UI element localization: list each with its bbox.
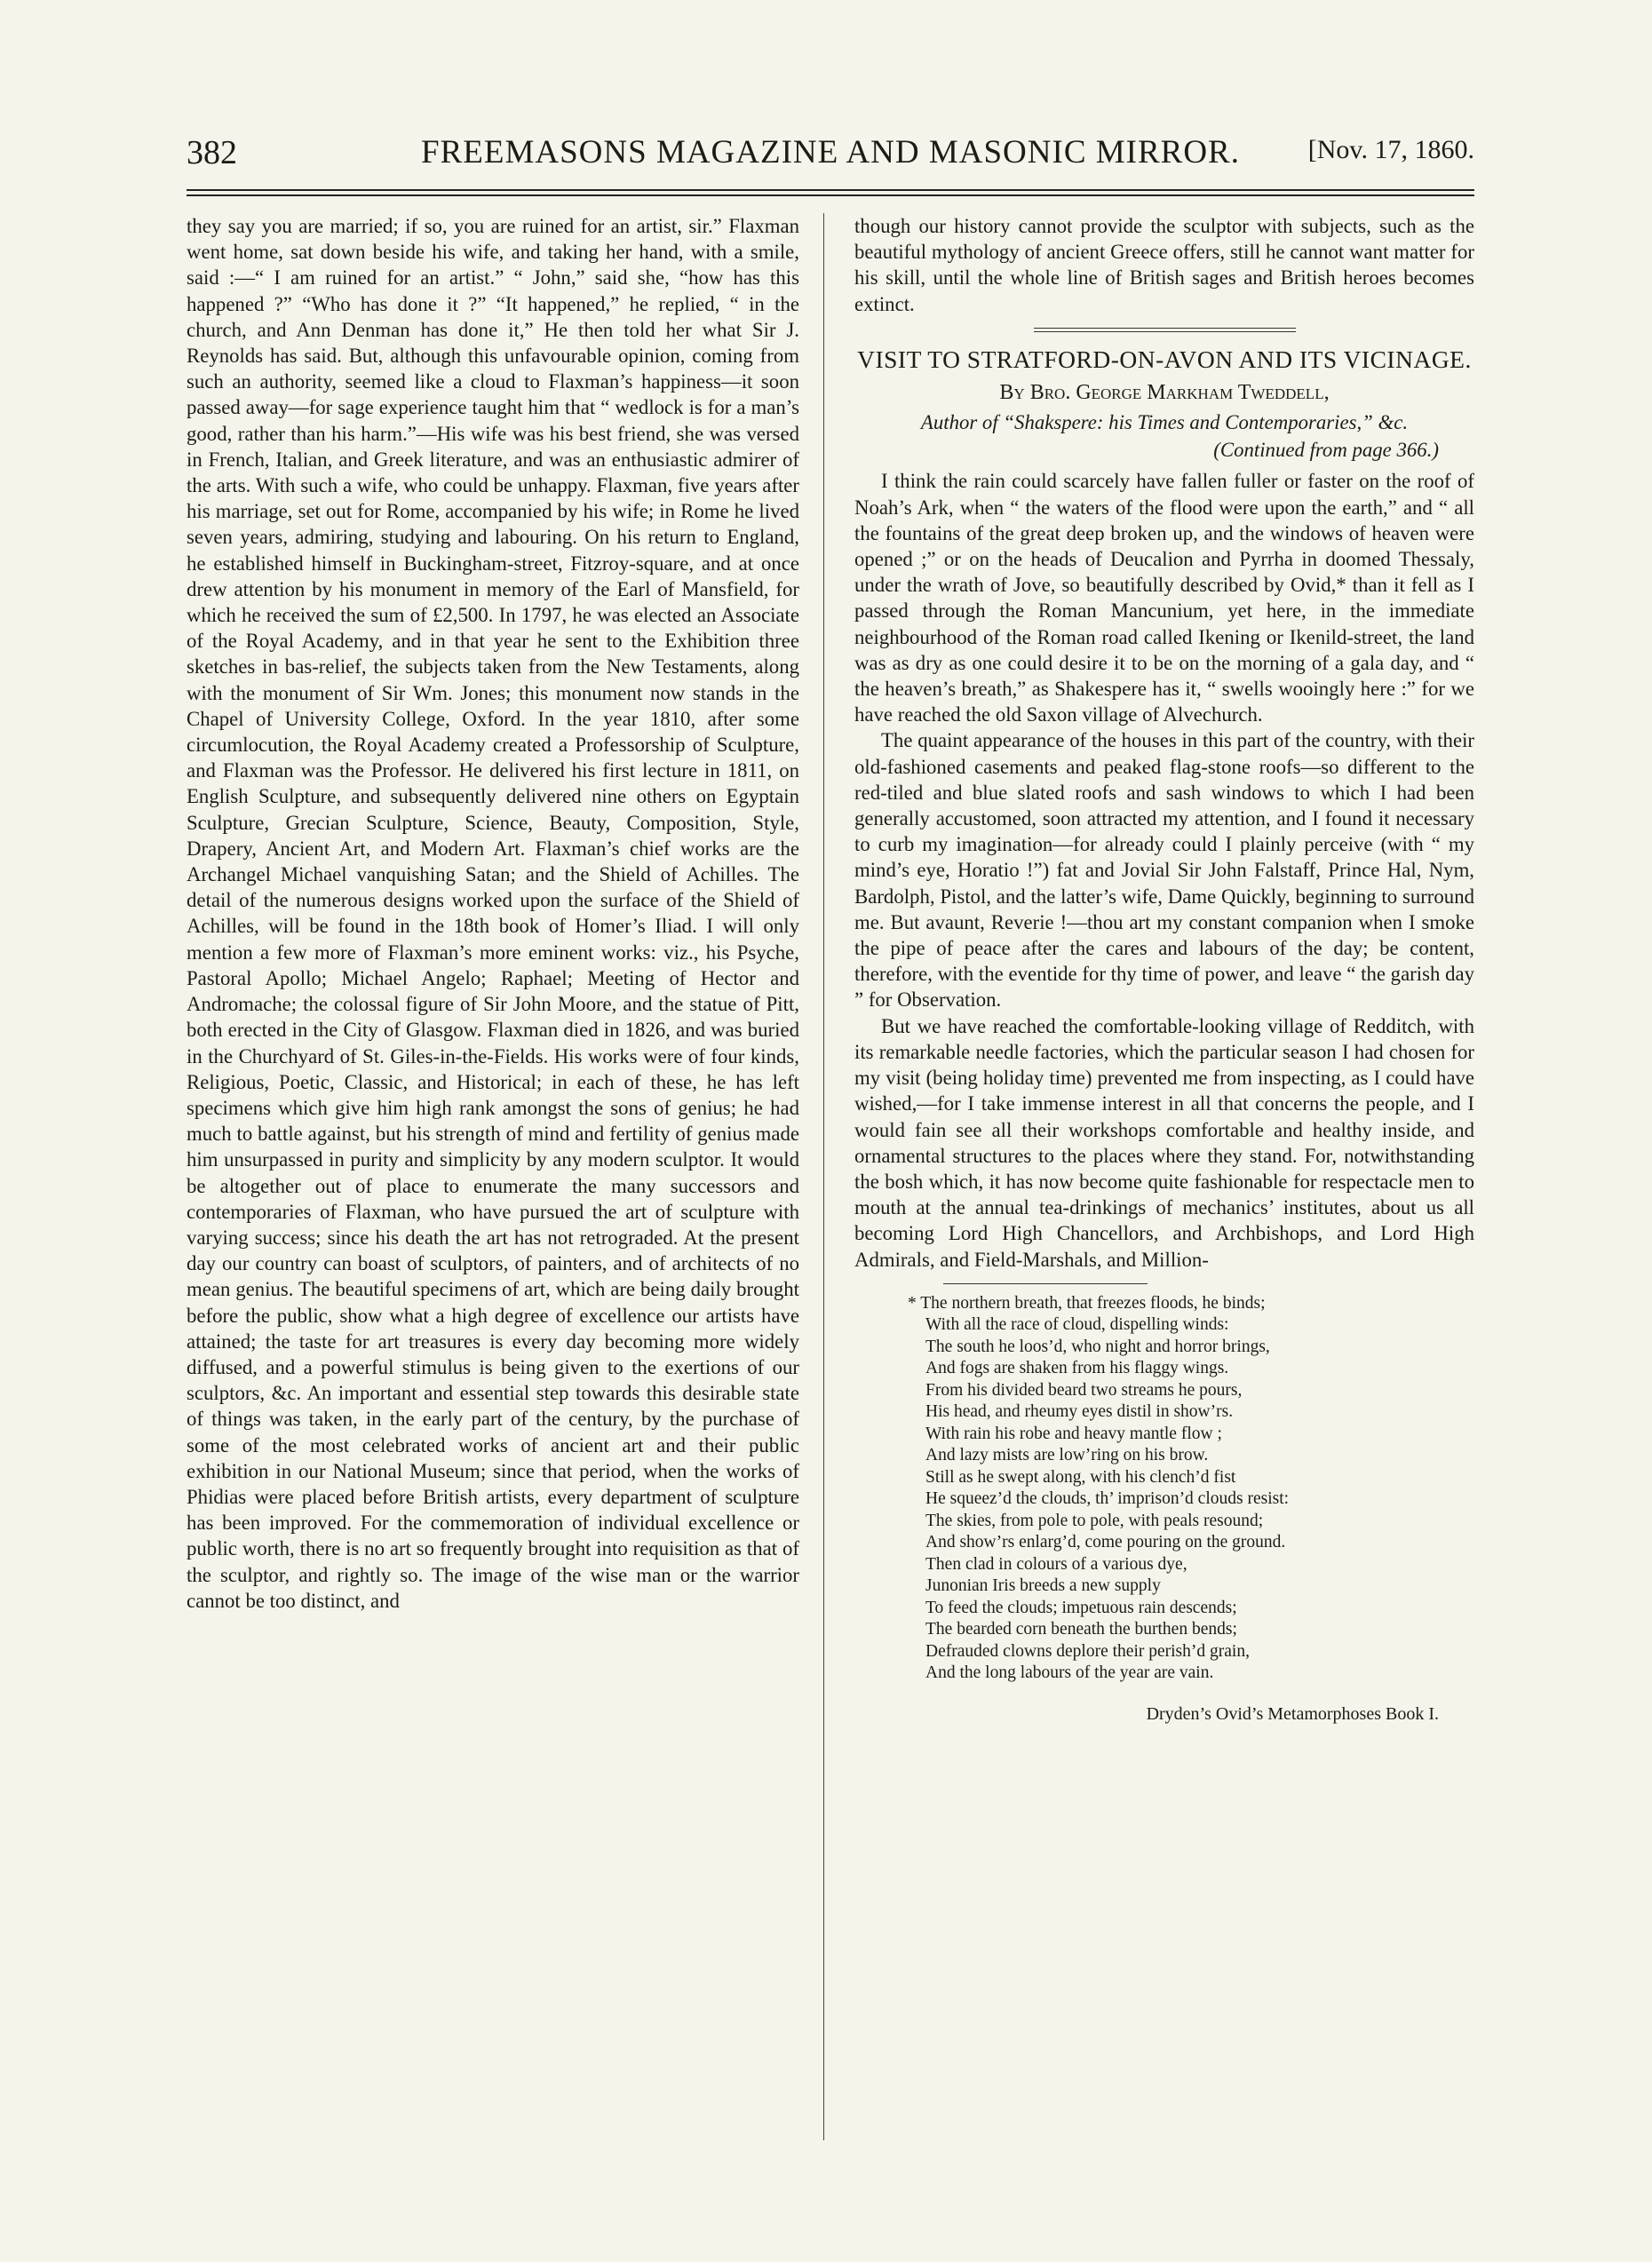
header-rule-top <box>187 189 1474 191</box>
footnote-line: And fogs are shaken from his flaggy wings. <box>925 1359 1229 1378</box>
article-paragraph: But we have reached the comfortable-looking village of Redditch, with its remarkable needle factories, which the particular season I had chosen for my visit (being holiday time) prevented me from inspecting, as I could have wished,—for I take immense interest in all that concerns the people, and I would fain see all their workshops comfortable and healthy inside, and ornamental structures to the places where they stand. For, notwithstanding the bosh which, it has now become quite fashionable for respectacle men to mouth at the annual tea-drinkings of mechanics’ institutes, about us all becoming Lord High Chancellors, and Archbishops, and Lord High Admirals, and Field-Marshals, and Million- <box>854 1014 1474 1271</box>
header-rule-bottom <box>187 194 1474 196</box>
footnote-line: Then clad in colours of a various dye, <box>925 1554 1187 1574</box>
footnote-line: From his divided beard two streams he pours, <box>925 1380 1243 1400</box>
footnote-line: His head, and rheumy eyes distil in show’rs. <box>925 1402 1234 1422</box>
continued-note: (Continued from page 366.) <box>1213 439 1439 462</box>
footnote-line: And show’rs enlarg’d, come pouring on the ground. <box>925 1533 1286 1552</box>
footnote-line: The skies, from pole to pole, with peals resound; <box>925 1511 1264 1530</box>
footnote-line: Junonian Iris breeds a new supply <box>925 1576 1161 1596</box>
section-rule <box>1034 331 1296 332</box>
footnote-poem <box>854 1293 1474 1685</box>
article-paragraph: The quaint appearance of the houses in this part of the country, with their old-fashioned casements and peaked flag-stone roofs—so different to the red-tiled and blue slated roofs and sash windows to which I had been generally accustomed, soon attracted my attention, and I found it necessary to curb my imagination—for already could I plainly perceive (with “ my mind’s eye, Horatio !”) fat and Jovial Sir John Falstaff, Prince Hal, Nym, Bardolph, Pistol, and the latter’s wife, Dame Quickly, beginning to surround me. But avaunt, Reverie !—thou art my constant companion when I smoke the pipe of peace after the cares and labours of the day; be content, therefore, with the eventide for thy time of power, and leave “ the garish day ” for Observation. <box>854 729 1474 1012</box>
footnote-line: And the long labours of the year are vain. <box>925 1663 1214 1683</box>
footnote-line: He squeez’d the clouds, th’ imprison’d clouds resist: <box>925 1489 1290 1509</box>
article-title: VISIT TO STRATFORD-ON-AVON AND ITS VICINAGE. <box>857 345 1472 373</box>
left-column <box>187 213 799 1614</box>
footnote-line: The south he loos’d, who night and horror brings, <box>925 1337 1270 1356</box>
footnote-rule <box>943 1283 1148 1284</box>
footnote-line: With all the race of cloud, dispelling winds: <box>925 1315 1229 1335</box>
footnote-line: Defrauded clowns deplore their perish’d grain, <box>925 1641 1250 1661</box>
page-header <box>187 133 1474 178</box>
right-column <box>854 213 1474 1743</box>
author-credit: Author of “Shakspere: his Times and Contemporaries,” &c. <box>920 411 1409 434</box>
footnote-line: The bearded corn beneath the burthen bends; <box>925 1620 1237 1639</box>
left-paragraph: they say you are married; if so, you are ruined for an artist, sir.” Flaxman went home, sat down beside his wife, and taking her hand, with a smile, said :—“ I am ruined for an artist.” “ John,” said she, “how has this happened ?” “Who has done it ?” “It happened,” he replied, “ in the church, and Ann Denman has done it,” He then told her what Sir J. Reynolds has said. But, although this unfavourable opinion, coming from such an authority, seemed like a cloud to Flaxman’s happiness—it soon passed away—for sage experience taught him that “ wedlock is for a man’s good, rather than his harm.”—His wife was his best friend, she was versed in French, Italian, and Greek literature, and was an enthusiastic admirer of the arts. With such a wife, who could be unhappy. Flaxman, five years after his marriage, set out for Rome, accompanied by his wife; in Rome he lived seven years, admiring, studying and labouring. On his return to England, he established himself in Buckingham-street, Fitzroy-square, and at once drew attention by his monument in memory of the Earl of Mansfield, for which he received the sum of £2,500. In 1797, he was elected an Associate of the Royal Academy, and in that year he sent to the Exhibition three sketches in bas-relief, the subjects taken from the New Testaments, along with the monument of Sir Wm. Jones; this monument now stands in the Chapel of University College, Oxford. In the year 1810, after some circumlocution, the Royal Academy created a Professorship of Sculpture, and Flaxman was the Professor. He delivered his first lecture in 1811, on English Sculpture, and subsequently delivered nine others on Egyptain Sculpture, Grecian Sculpture, Science, Beauty, Composition, Style, Drapery, Ancient Art, and Modern Art. Flaxman’s chief works are the Archangel Michael vanquishing Satan; and the Shield of Achilles. The detail of the numerous designs worked upon the surface of the Shield of Achilles, will be found in the 18th book of Homer’s Iliad. I will only mention a few more of Flaxman’s more eminent works: viz., his Psyche, Pastoral Apollo; Michael Angelo; Raphael; Meeting of Hector and Andromache; the colossal figure of Sir John Moore, and the statue of Pitt, both erected in the City of Glasgow. Flaxman died in 1826, and was buried in the Churchyard of St. Giles-in-the-Fields. His works were of four kinds, Religious, Poetic, Classic, and Historical; in each of these, he has left specimens which give him high rank amongst the sons of genius; he had much to battle against, but his strength of mind and fertility of genius made him unsurpassed in purity and simplicity by any modern sculptor. It would be altogether out of place to enumerate the many successors and contemporaries of Flaxman, who have pursued the art of sculpture with varying success; since his death the art has not retrograded. At the present day our country can boast of sculptors, of painters, and of architects of no mean genius. The beautiful specimens of art, which are being daily brought before the public, show what a high degree of excellence our artists have attained; the taste for art treasures is every day becoming more widely diffused, and a powerful stimulus is being given to the exertions of our sculptors, &c. An important and essential step towards this desirable state of things was taken, in the early part of the century, by the purchase of some of the most celebrated works of ancient art and their public exhibition in our National Museum; since that period, when the works of Phidias were placed before British artists, every department of sculpture has been improved. For the commemoration of individual excellence or public worth, there is no art so frequently brought into requisition as that of the sculptor, and rightly so. The image of the wise man or the warrior cannot be too distinct, and <box>187 215 799 1612</box>
page-number: 382 <box>187 134 237 171</box>
footnote-source: Dryden’s Ovid’s Metamorphoses Book I. <box>1146 1703 1439 1724</box>
footnote-line: With rain his robe and heavy mantle flow ; <box>925 1424 1222 1443</box>
footnote-line: Still as he swept along, with his clench’d fist <box>925 1467 1236 1487</box>
section-rule <box>1034 328 1296 329</box>
footnote-line: And lazy mists are low’ring on his brow. <box>925 1446 1209 1465</box>
magazine-title: FREEMASONS MAGAZINE AND MASONIC MIRROR. <box>421 134 1240 171</box>
article-paragraph: I think the rain could scarcely have fallen fuller or faster on the roof of Noah’s Ark, when “ the waters of the flood were upon the earth,” and “ all the fountains of the great deep broken up, and the windows of heaven were opened ;” or on the heads of Deucalion and Pyrrha in doomed Thessaly, under the wrath of Jove, so beautifully described by Ovid,* than it fell as I passed through the Roman Mancunium, yet here, in the immediate neighbourhood of the Roman road called Ikening or Ikenild-street, the land was as dry as one could desire it to be on the morning of a gala day, and “ the heaven’s breath,” as Shakespere has it, “ swells wooingly here :” for we have reached the old Saxon village of Alvechurch. <box>854 470 1474 726</box>
issue-date: [Nov. 17, 1860. <box>1307 135 1474 164</box>
intro-paragraph: though our history cannot provide the sculptor with subjects, such as the beautiful mythology of ancient Greece offers, still he cannot want matter for his skill, until the whole line of British sages and British heroes becomes extinct. <box>854 215 1474 315</box>
footnote-line: * The northern breath, that freezes floods, he binds; <box>908 1293 1266 1313</box>
article-byline: By Bro. George Markham Tweddell, <box>999 380 1330 404</box>
footnote-line: To feed the clouds; impetuous rain descends; <box>925 1598 1237 1617</box>
column-divider <box>823 213 824 2140</box>
